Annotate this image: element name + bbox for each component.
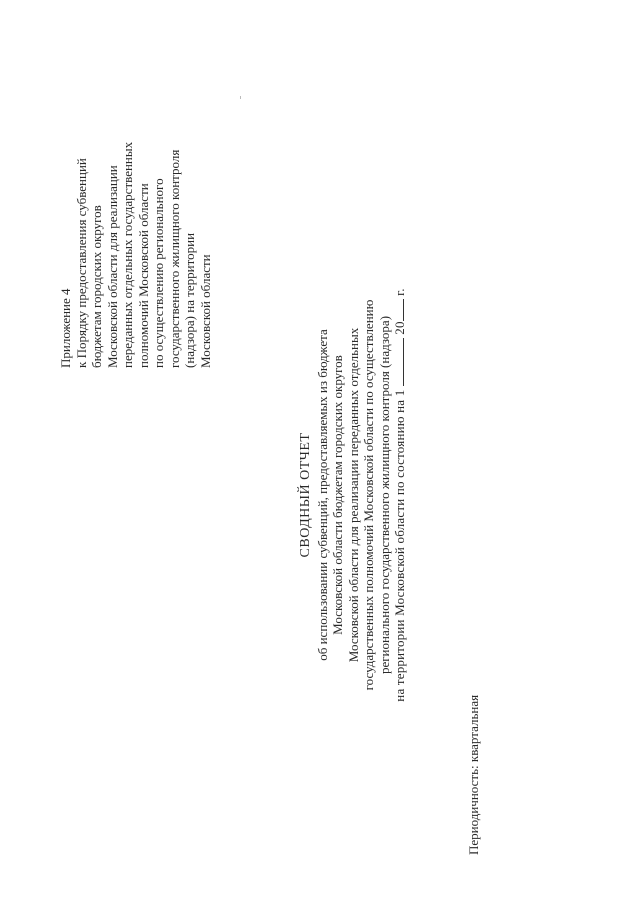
- appendix-line: государственного жилищного контроля: [166, 149, 182, 368]
- date-prefix: на территории Московской области по состоянию на 1: [392, 389, 407, 702]
- report-subtitle-line: государственных полномочий Московской области по осуществлению: [361, 299, 376, 691]
- appendix-line: Приложение 4: [58, 288, 73, 368]
- appendix-line: Московской области для реализации: [104, 165, 120, 368]
- appendix-line: Московской области: [197, 254, 213, 368]
- appendix-line: по осуществлению регионального: [151, 178, 166, 368]
- year-suffix: г.: [392, 288, 407, 296]
- report-subtitle-line: об использовании субвенций, предоставляемых из бюджета: [314, 329, 330, 661]
- appendix-line: бюджетам городских округов: [89, 205, 104, 368]
- scan-mark: [240, 96, 241, 99]
- report-subtitle-line: Московской области бюджетам городских округов: [330, 355, 345, 635]
- appendix-line: к Порядку предоставления субвенций: [73, 158, 89, 368]
- report-date-line: [392, 260, 408, 730]
- year-prefix: 20: [392, 321, 407, 335]
- report-title: СВОДНЫЙ ОТЧЕТ: [298, 432, 313, 558]
- periodicity-text: Периодичность: квартальная: [466, 694, 481, 855]
- appendix-block: [58, 68, 213, 368]
- periodicity-label: [466, 655, 482, 855]
- day-month-blank: [393, 338, 404, 386]
- report-subtitle-line: Московской области для реализации переданных отдельных: [345, 327, 361, 663]
- year-blank: [393, 299, 404, 321]
- report-title-block: [298, 260, 408, 730]
- report-subtitle-line: регионального государственного жилищного контроля (надзора): [376, 315, 392, 675]
- appendix-line: переданных отдельных государственных: [120, 141, 135, 368]
- appendix-line: полномочий Московской области: [135, 183, 151, 368]
- appendix-line: (надзора) на территории: [182, 232, 197, 368]
